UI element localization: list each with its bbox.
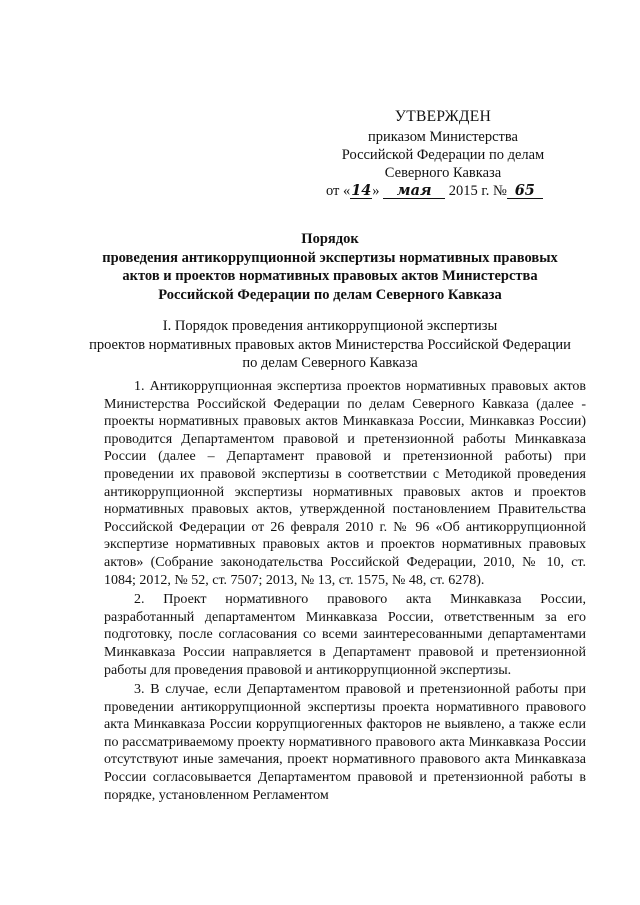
- title-line-1: Порядок: [301, 231, 359, 247]
- approval-stamp: [318, 108, 568, 200]
- title-line-4: Российской Федерации по делам Северного Кавказа: [158, 286, 502, 303]
- approval-date-line: [318, 182, 568, 200]
- handwritten-day: 14: [351, 182, 372, 199]
- approval-line-3: Северного Кавказа: [384, 165, 502, 181]
- document-body: [104, 378, 586, 806]
- title-line-3: актов и проектов нормативных правовых актов Министерства: [122, 268, 538, 284]
- document-title: [80, 230, 580, 304]
- date-mid: »: [372, 183, 380, 199]
- approval-line-1: приказом Министерства: [368, 129, 518, 145]
- handwritten-order-number: 65: [507, 184, 543, 199]
- title-line-2: проведения антикоррупционной экспертизы нормативных правовых: [102, 249, 558, 266]
- section-line-2: проектов нормативных правовых актов Министерства Российской Федерации: [89, 336, 571, 353]
- section-line-3: по делам Северного Кавказа: [242, 355, 418, 371]
- handwritten-month: мая: [383, 184, 445, 199]
- paragraph-3: 3. В случае, если Департаментом правовой и претензионной работы при проведении антикоррупционной экспертизы проекта нормативного правового акта Минкавказа России коррупциогенных факторов не выявлено, а также если по рассматриваемому проекту нормативного правового акта Минкавказа России отсутствуют иные замечания, проект нормативного правового акта Минкавказа России согласовывается Департаментом правовой и претензионной работы в порядке, установленном Регламентом: [104, 682, 586, 803]
- date-year: 2015 г. №: [448, 183, 507, 199]
- section-heading: [80, 317, 580, 373]
- date-prefix: от «: [326, 183, 351, 199]
- approval-line-2: Российской Федерации по делам: [341, 147, 545, 163]
- approval-heading: УТВЕРЖДЕН: [394, 108, 492, 125]
- paragraph-2: 2. Проект нормативного правового акта Минкавказа России, разработанный департаментом Минкавказа России, ответственным за его подготовку, после согласования со всеми заинтересованными департаментами Минкавказа России направляется в Департамент правовой и претензионной работы для проведения правовой и антикоррупционной экспертизы.: [104, 592, 586, 678]
- section-line-1: I. Порядок проведения антикоррупционой экспертизы: [162, 318, 498, 334]
- paragraph-1: 1. Антикоррупционная экспертиза проектов нормативных правовых актов Министерства Российской Федерации по делам Северного Кавказа (далее - проекты нормативных правовых актов Минкавказа России, Минкавказ России) проводится Департаментом правовой и претензионной работы Минкавказа России (далее – Департамент правовой и претензионной работы) при проведении их правовой экспертизы в соответствии с Методикой проведения антикоррупционной экспертизы нормативных правовых актов и проектов нормативных правовых актов, утвержденной постановлением Правительства Российской Федерации от 26 февраля 2010 г. № 96 «Об антикоррупционной экспертизе нормативных правовых актов и проектов нормативных правовых актов» (Собрание законодательства Российской Федерации, 2010, № 10, ст. 1084; 2012, № 52, ст. 7507; 2013, № 13, ст. 1575, № 48, ст. 6278).: [104, 379, 586, 588]
